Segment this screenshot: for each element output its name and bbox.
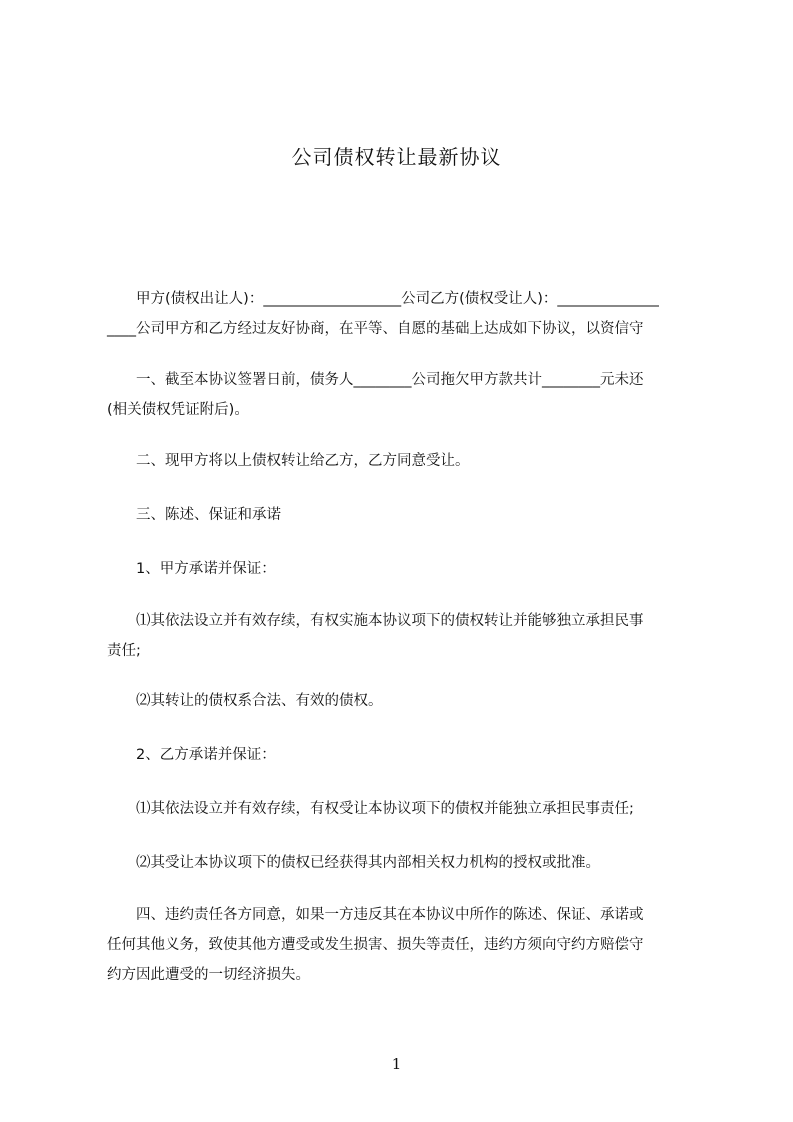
party-a-item-1 <box>107 606 707 666</box>
article-4-line-2: 任何其他义务，致使其他方遭受或发生损害、损失等责任，违约方须向守约方赔偿守 <box>107 937 644 953</box>
article-4-line-1: 四、违约责任各方同意，如果一方违反其在本协议中所作的陈述、保证、承诺或 <box>107 907 644 923</box>
page-number: 1 <box>391 1055 402 1073</box>
party-b-heading-line: 2、乙方承诺并保证： <box>107 747 276 763</box>
party-a-item-1-line-2: 责任; <box>107 643 141 659</box>
party-a-item-2 <box>107 686 707 716</box>
party-a-heading-line: 1、甲方承诺并保证： <box>107 561 276 577</box>
party-paragraph <box>107 284 707 344</box>
party-line-1: 甲方(债权出让人)：___________________公司乙方(债权受让人)：______________ <box>107 291 659 307</box>
article-2-line: 二、现甲方将以上债权转让给乙方，乙方同意受让。 <box>107 453 470 469</box>
party-line-2: ____公司甲方和乙方经过友好协商，在平等、自愿的基础上达成如下协议，以资信守 <box>107 321 644 337</box>
party-b-item-2 <box>107 848 707 878</box>
article-2-paragraph <box>107 446 707 476</box>
document-title: 公司债权转让最新协议 <box>291 145 502 169</box>
article-3-heading <box>107 500 707 530</box>
party-b-heading <box>107 740 707 770</box>
article-1-line-1: 一、截至本协议签署日前，债务人________公司拖欠甲方款共计________元未还 <box>107 372 644 388</box>
party-b-item-1-line: ⑴其依法设立并有效存续，有权受让本协议项下的债权并能独立承担民事责任; <box>107 801 634 817</box>
article-3-line: 三、陈述、保证和承诺 <box>107 507 281 523</box>
party-b-item-1 <box>107 794 707 824</box>
article-4-line-3: 约方因此遭受的一切经济损失。 <box>107 967 310 983</box>
party-a-heading <box>107 554 707 584</box>
party-a-item-1-line-1: ⑴其依法设立并有效存续，有权实施本协议项下的债权转让并能够独立承担民事 <box>107 613 644 629</box>
party-b-item-2-line: ⑵其受让本协议项下的债权已经获得其内部相关权力机构的授权或批准。 <box>107 855 600 871</box>
article-4-paragraph <box>107 900 707 990</box>
party-a-item-2-line: ⑵其转让的债权系合法、有效的债权。 <box>107 693 383 709</box>
article-1-line-2: (相关债权凭证附后)。 <box>107 402 249 418</box>
article-1-paragraph <box>107 365 707 425</box>
